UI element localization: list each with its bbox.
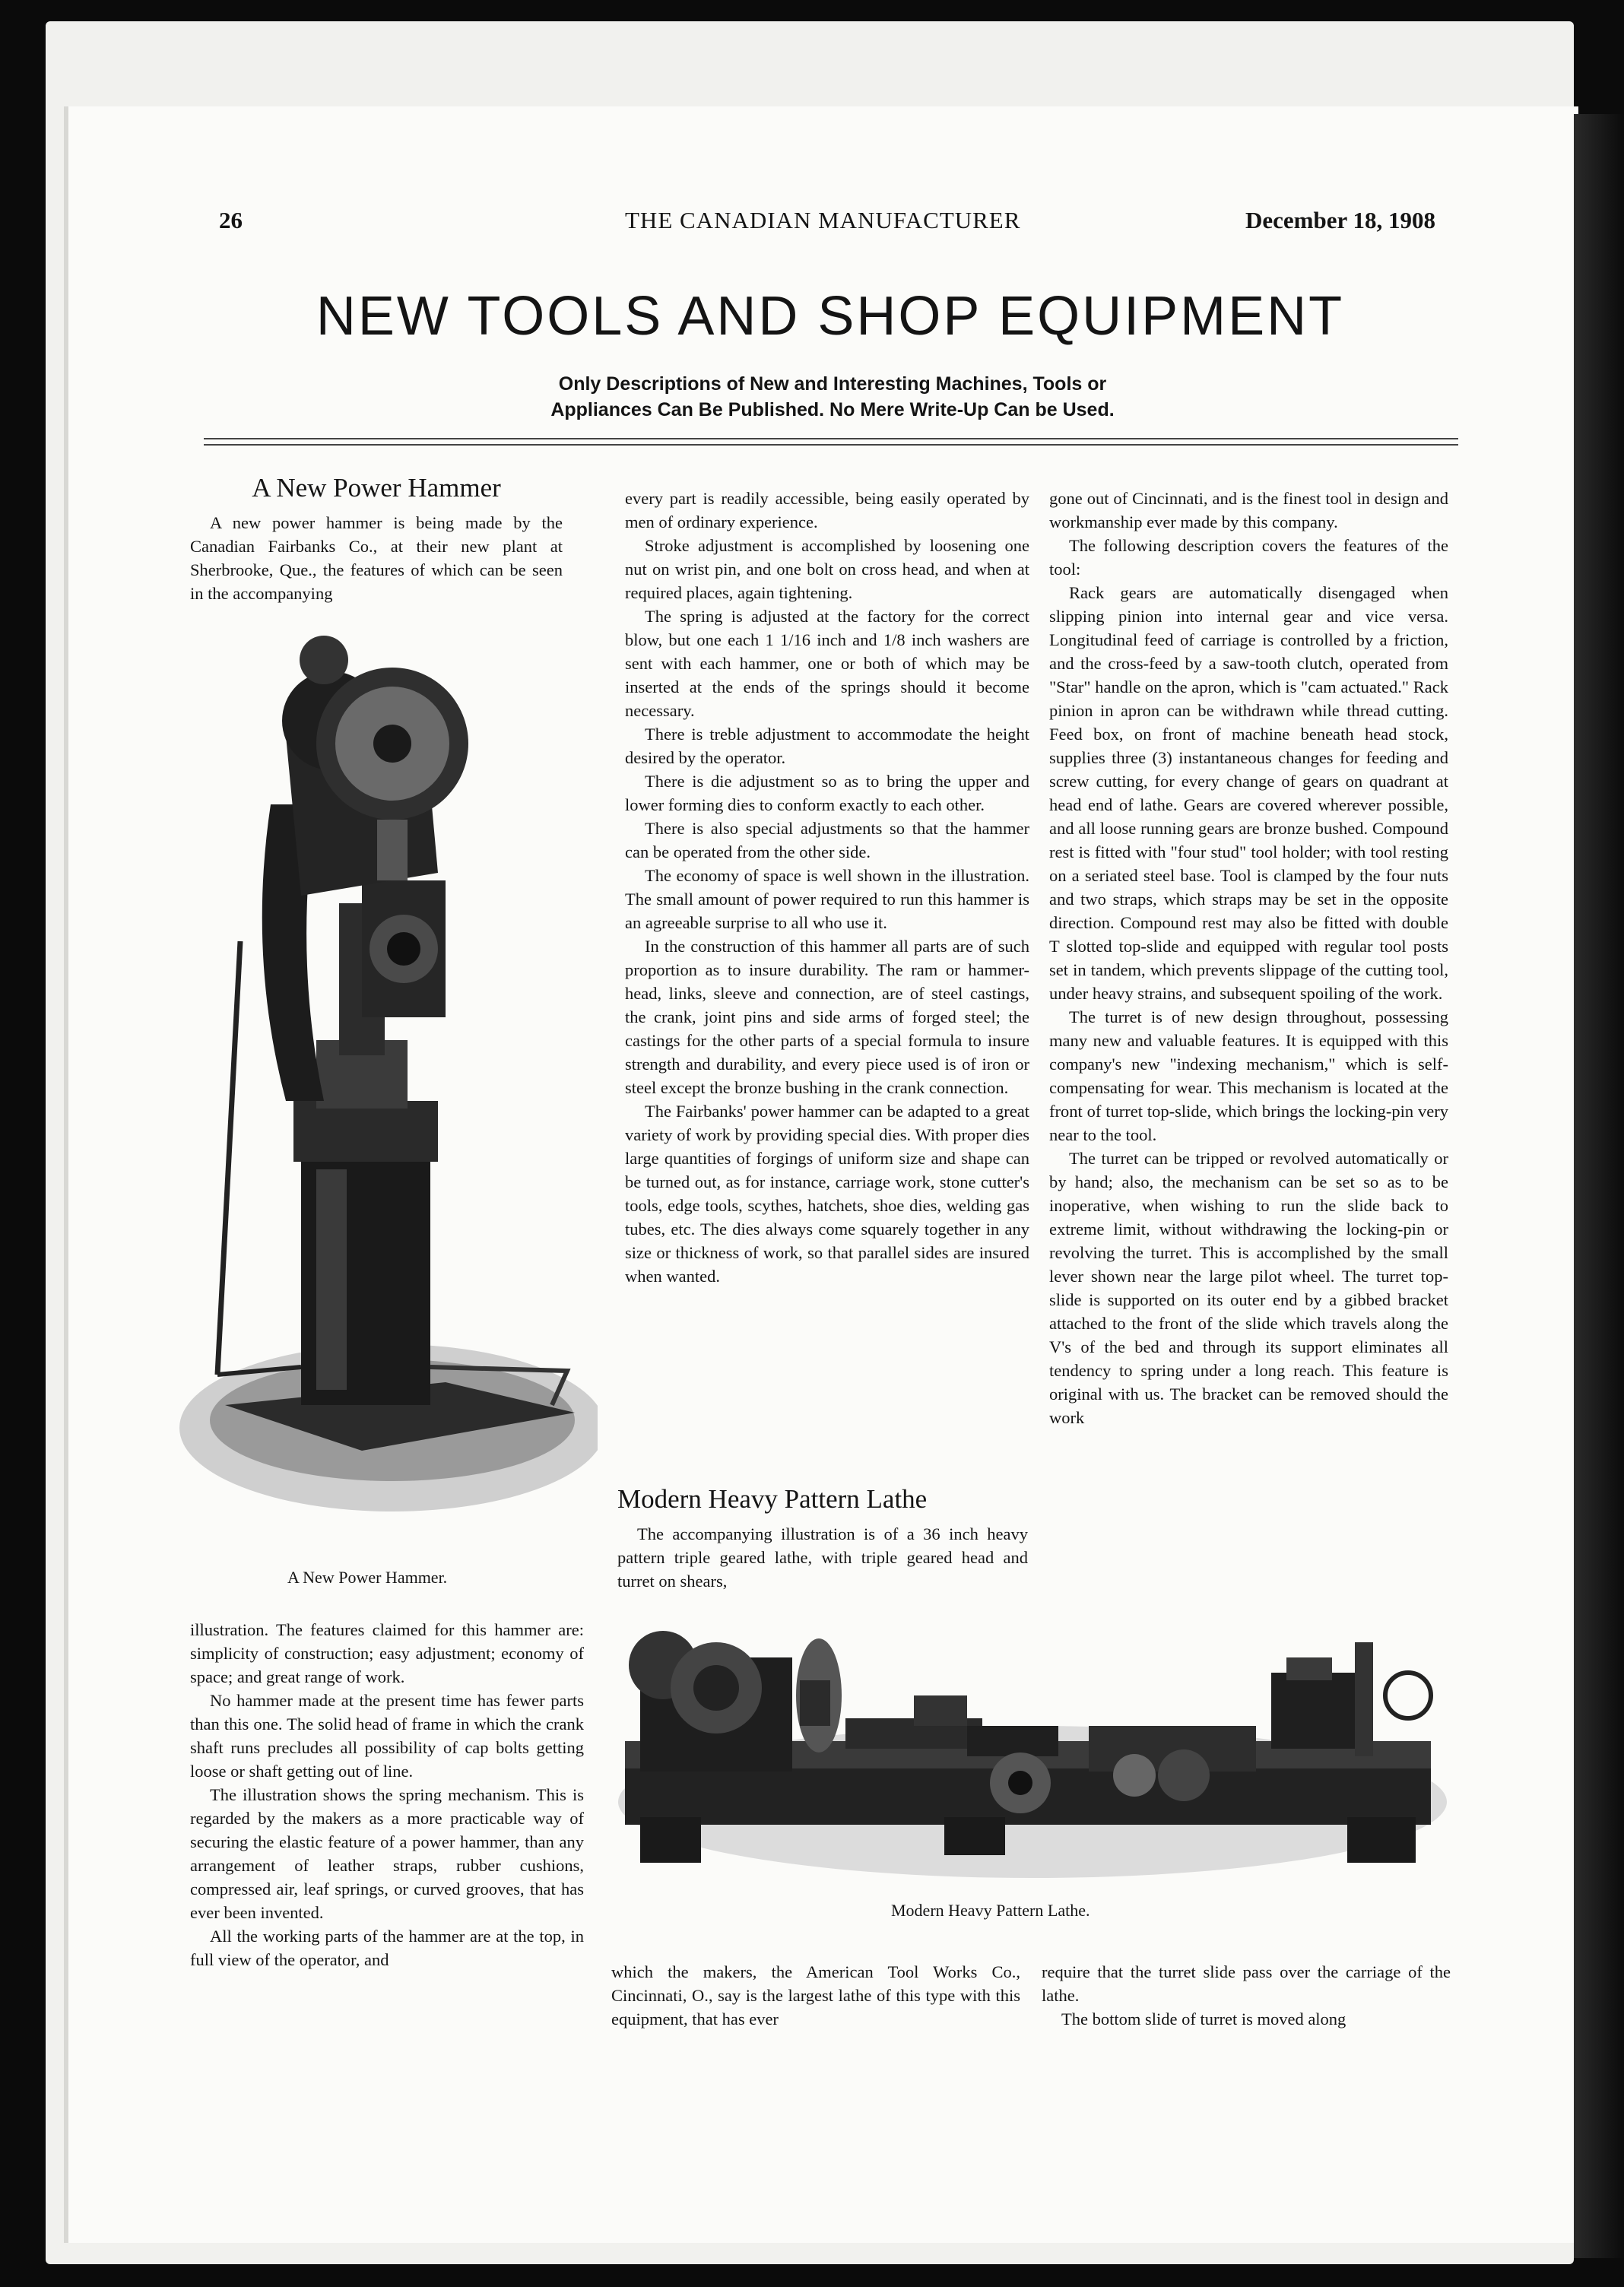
paragraph: Rack gears are automatically disengaged when slipping pinion into internal gear and vice versa. Longitudinal feed of carriage is controlled by a friction, and the cross-feed by a saw-tooth clutch, operated from "Star" handle on the apron, which is "cam actuated." Rack pinion in apron can be withdrawn while thread cutting. Feed box, on front of machine beneath head stock, supplies three (3) instantaneous changes for feeding and screw cutting, for every change of gears on quadrant at head end of lathe. Gears are covered wherever possible, and all loose running gears are bronze bushed. Compound rest is fitted with "four stud" tool holder; with tool resting on a seriated steel base. Tool is clamped by the four nuts and two straps, which straps may be set in the opposite direction. Compound rest may also be fitted with double T slotted top-slide and equipped with regular tool posts set in tandem, which prevents slippage of the cutting tool, under heavy strains, and subsequent spoiling of the work. xyxy=(1049,583,1448,1003)
paragraph: The Fairbanks' power hammer can be adapted to a great variety of work by providing special dies. With proper dies large quantities of forgings of uniform size and shape can be turned out, as for instance, carriage work, stone cutter's tools, edge tools, scythes, hatchets, shoe dies, welding gas tubes, etc. The dies always come squarely together in any size or thickness of work, so that parallel sides are insured when wanted. xyxy=(625,1102,1029,1286)
hammer-article-column-2 xyxy=(625,487,1029,1288)
paragraph: The spring is adjusted at the factory for the correct blow, but one each 1 1/16 inch and 1/8 inch washers are sent with each hammer, one or both of which may be inserted at the ends of the springs should it become necessary. xyxy=(625,607,1029,720)
paragraph: There is treble adjustment to accommodate the height desired by the operator. xyxy=(625,725,1029,767)
power-hammer-illustration xyxy=(172,614,598,1527)
header-rule xyxy=(204,444,1458,446)
paragraph: which the makers, the American Tool Works Co., Cincinnati, O., say is the largest lathe of this type with this equipment, that has ever xyxy=(611,1962,1020,2028)
hammer-article-start xyxy=(190,471,563,605)
lathe-caption: Modern Heavy Pattern Lathe. xyxy=(891,1901,1090,1920)
lathe-article-column-3 xyxy=(1049,487,1448,1429)
lathe-article-start xyxy=(617,1483,1028,1593)
hammer-heading: A New Power Hammer xyxy=(252,473,501,503)
paragraph: There is also special adjustments so that the hammer can be operated from the other side. xyxy=(625,819,1029,861)
lathe-article-column-3-continued xyxy=(1042,1960,1451,2031)
paragraph: The accompanying illustration is of a 36 inch heavy pattern triple geared lathe, with triple geared head and turret on shears, xyxy=(617,1524,1028,1591)
lathe-heading: Modern Heavy Pattern Lathe xyxy=(617,1484,928,1514)
paragraph: No hammer made at the present time has fewer parts than this one. The solid head of frame in which the crank shaft runs precludes all possibility of cap bolts getting loose or shaft getting out of line. xyxy=(190,1691,584,1781)
paragraph: gone out of Cincinnati, and is the finest tool in design and workmanship ever made by this company. xyxy=(1049,489,1448,531)
paragraph: A new power hammer is being made by the Canadian Fairbanks Co., at their new plant at Sherbrooke, Que., the features of which can be seen in the accompanying xyxy=(190,513,563,603)
paragraph: There is die adjustment so as to bring the upper and lower forming dies to conform exactly to each other. xyxy=(625,772,1029,814)
lathe-illustration xyxy=(617,1612,1448,1882)
paragraph: The bottom slide of turret is moved along xyxy=(1061,2009,1346,2028)
paragraph: The economy of space is well shown in the illustration. The small amount of power required to run this hammer is an agreeable surprise to all who use it. xyxy=(625,866,1029,932)
subtitle-line: Only Descriptions of New and Interesting Machines, Tools or xyxy=(558,373,1107,395)
paragraph: All the working parts of the hammer are at the top, in full view of the operator, and xyxy=(190,1927,584,1969)
page-number: 26 xyxy=(219,207,243,233)
paragraph: The turret can be tripped or revolved automatically or by hand; also, the mechanism can be set so as to be inoperative, when wishing to run the slide back to extreme limit, without withdrawing the locking-pin or revolving the turret. This is accomplished by the small lever shown near the large pilot wheel. The turret top-slide is supported on its outer end by a gibbed bracket attached to the front of the slide which travels along the V's of the bed and through its support eliminates all tendency to spring under a long reach. This feature is original with us. The bracket can be removed should the work xyxy=(1049,1149,1448,1427)
paragraph: The illustration shows the spring mechanism. This is regarded by the makers as a more practicable way of securing the elastic feature of a power hammer, than any arrangement of leather straps, rubber cushions, compressed air, leaf springs, or curved grooves, that has ever been invented. xyxy=(190,1785,584,1922)
paragraph: Stroke adjustment is accomplished by loosening one nut on wrist pin, and one bolt on cross head, and when at required places, again tightening. xyxy=(625,536,1029,602)
issue-date: December 18, 1908 xyxy=(1245,207,1435,233)
paragraph: The turret is of new design throughout, possessing many new and valuable features. It is equipped with this company's new "indexing mechanism," which is self-compensating for wear. This mechanism is located at the front of turret top-slide, which brings the locking-pin very near to the tool. xyxy=(1049,1007,1448,1144)
lathe-article-continued xyxy=(611,1960,1020,2031)
paragraph: In the construction of this hammer all parts are of such proportion as to insure durability. The ram or hammer-head, links, sleeve and connection, are of steel castings, the crank, joint pins and side arms of forged steel; the castings for the other parts of a special formula to insure strength and durability, and every piece used is of iron or steel except the bronze bushing in the crank connection. xyxy=(625,937,1029,1097)
paragraph: every part is readily accessible, being easily operated by men of ordinary experience. xyxy=(625,489,1029,531)
hammer-article-continued xyxy=(190,1618,584,1971)
journal-title: THE CANADIAN MANUFACTURER xyxy=(625,207,1021,233)
section-title: NEW TOOLS AND SHOP EQUIPMENT xyxy=(316,286,1345,347)
paragraph: The following description covers the features of the tool: xyxy=(1049,536,1448,579)
binding-shadow xyxy=(1574,114,1624,2258)
header-rule xyxy=(204,438,1458,439)
section-subtitle xyxy=(395,371,1270,423)
hammer-caption: A New Power Hammer. xyxy=(287,1568,448,1587)
paragraph: illustration. The features claimed for this hammer are: simplicity of construction; easy adjustment; economy of space; and great range of work. xyxy=(190,1620,584,1686)
subtitle-line: Appliances Can Be Published. No Mere Write-Up Can be Used. xyxy=(550,399,1115,420)
paragraph: require that the turret slide pass over the carriage of the lathe. xyxy=(1042,1962,1451,2005)
